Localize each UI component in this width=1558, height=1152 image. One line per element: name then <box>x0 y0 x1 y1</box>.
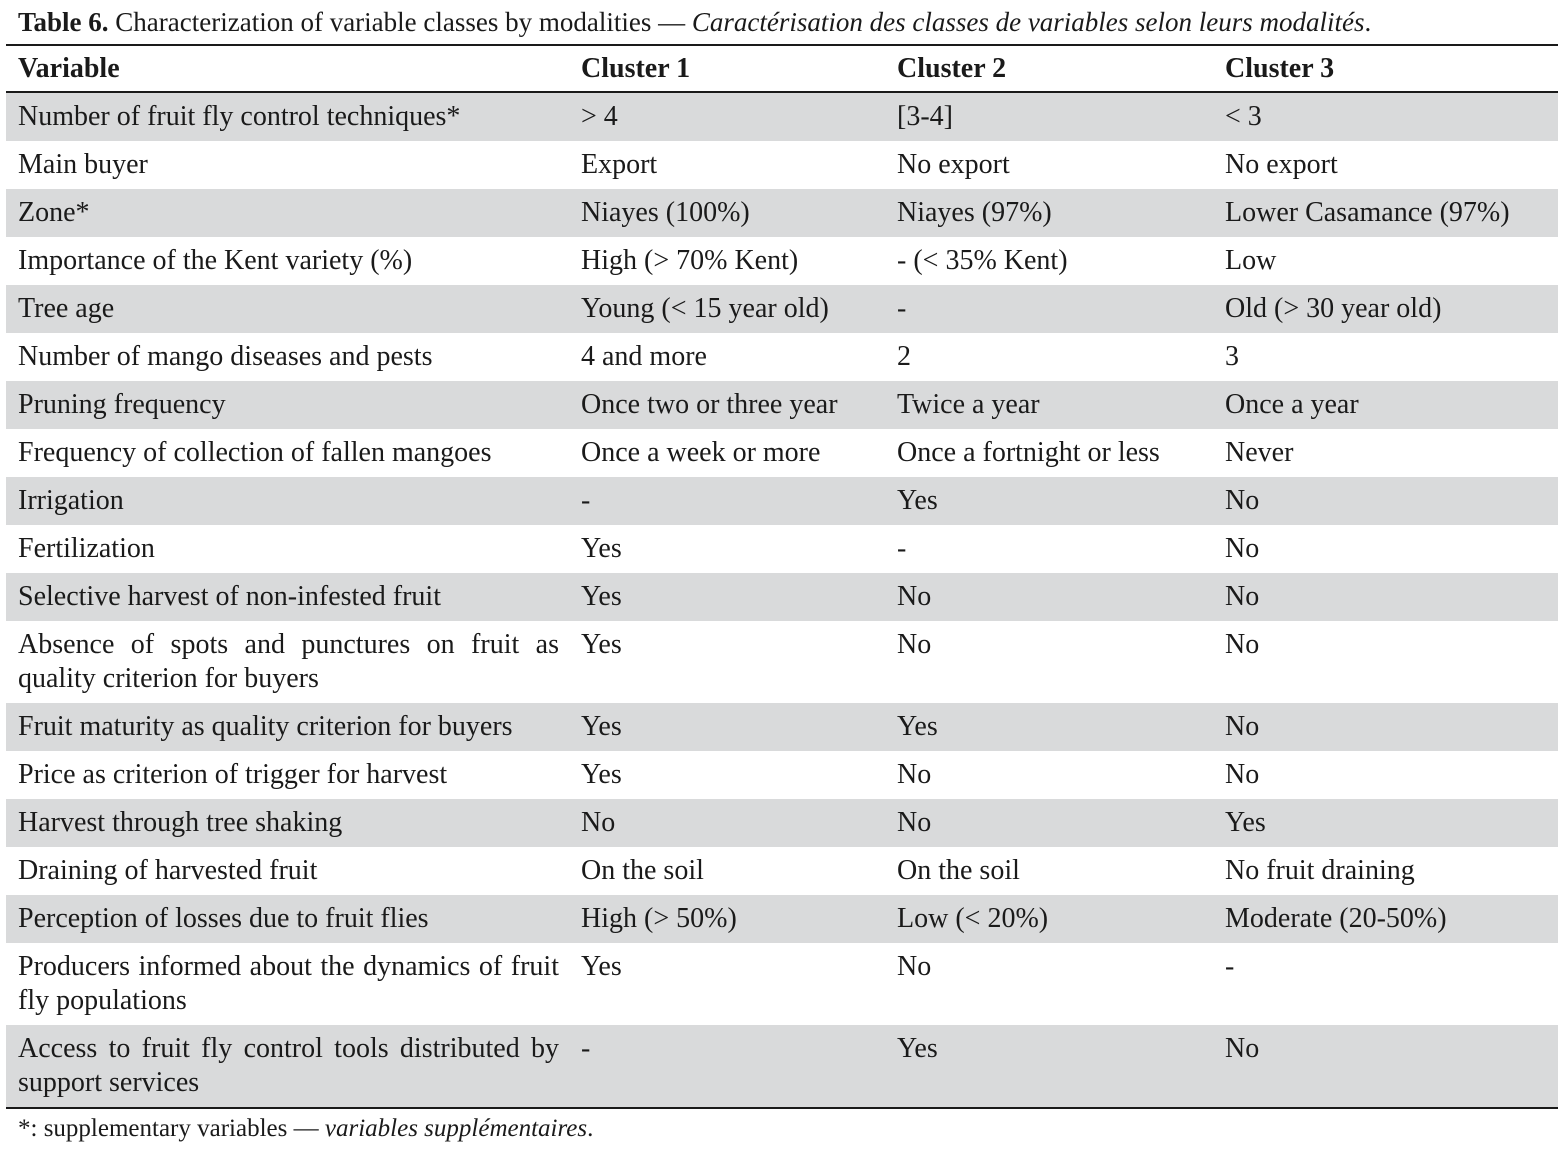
cluster-3-cell: No <box>1225 581 1260 612</box>
variable-cell: Selective harvest of non-infested fruit <box>18 581 441 612</box>
cluster-1-cell: Once two or three year <box>581 389 838 420</box>
cluster-1-cell: Export <box>581 149 658 180</box>
cluster-2-cell: Yes <box>897 1033 938 1064</box>
cluster-2-cell: No <box>897 951 932 982</box>
cluster-3-cell: No <box>1225 759 1260 790</box>
table-row <box>6 847 1558 895</box>
cluster-2-cell: Niayes (97%) <box>897 197 1052 228</box>
cluster-1-cell: Niayes (100%) <box>581 197 750 228</box>
variable-cell: Draining of harvested fruit <box>18 855 318 886</box>
variable-cell: Harvest through tree shaking <box>18 807 343 838</box>
table-row <box>6 799 1558 847</box>
table-row <box>6 333 1558 381</box>
variable-cell: Main buyer <box>18 149 148 180</box>
cluster-1-cell: On the soil <box>581 855 704 886</box>
cluster-1-cell: Yes <box>581 951 622 982</box>
variable-cell: Tree age <box>18 293 115 324</box>
caption-french: Caractérisation des classes de variables selon leurs modalités <box>691 7 1365 37</box>
cluster-1-cell: No <box>581 807 616 838</box>
cluster-2-cell: No <box>897 581 932 612</box>
cluster-2-cell: No <box>897 629 932 660</box>
cluster-3-cell: No export <box>1225 149 1338 180</box>
table-body <box>6 92 1558 1108</box>
table-caption <box>18 4 1371 40</box>
header-variable: Variable <box>18 52 120 84</box>
table-row <box>6 895 1558 943</box>
table-container <box>6 44 1558 1109</box>
cluster-3-cell: Lower Casamance (97%) <box>1225 197 1510 228</box>
cluster-1-cell: Yes <box>581 533 622 564</box>
cluster-3-cell: Once a year <box>1225 389 1359 420</box>
cluster-2-cell: Low (< 20%) <box>897 903 1049 934</box>
table-row <box>6 1025 1558 1108</box>
caption-end: . <box>1364 7 1372 37</box>
cluster-1-cell: Yes <box>581 759 622 790</box>
cluster-1-cell: Yes <box>581 581 622 612</box>
table-footnote <box>18 1112 593 1146</box>
table-header <box>6 45 1558 92</box>
cluster-2-cell: No <box>897 807 932 838</box>
footnote-end: . <box>587 1115 594 1142</box>
variable-cell: Zone* <box>18 197 90 228</box>
cluster-2-cell: - <box>897 293 907 324</box>
cluster-3-cell: < 3 <box>1225 101 1262 132</box>
variable-cell: Access to fruit fly control tools distributed by support services <box>18 1033 559 1098</box>
cluster-3-cell: Yes <box>1225 807 1266 838</box>
cluster-1-cell: High (> 70% Kent) <box>581 245 799 276</box>
header-cluster-1: Cluster 1 <box>581 52 691 84</box>
table-row <box>6 237 1558 285</box>
cluster-3-cell: No fruit draining <box>1225 855 1415 886</box>
variable-cell: Irrigation <box>18 485 124 516</box>
table-row <box>6 429 1558 477</box>
cluster-2-cell: [3-4] <box>897 101 953 132</box>
cluster-3-cell: Moderate (20-50%) <box>1225 903 1447 934</box>
cluster-1-cell: Young (< 15 year old) <box>581 293 829 324</box>
cluster-3-cell: No <box>1225 711 1260 742</box>
cluster-1-cell: 4 and more <box>581 341 707 372</box>
cluster-3-cell: Never <box>1225 437 1294 468</box>
cluster-3-cell: No <box>1225 629 1260 660</box>
cluster-1-cell: Yes <box>581 629 622 660</box>
cluster-1-cell: Once a week or more <box>581 437 821 468</box>
variable-cell: Producers informed about the dynamics of fruit fly populations <box>18 951 559 1016</box>
caption-label: Table 6. <box>18 7 109 37</box>
table-row <box>6 477 1558 525</box>
cluster-1-cell: > 4 <box>581 101 618 132</box>
variable-cell: Absence of spots and punctures on fruit as quality criterion for buyers <box>18 629 559 694</box>
cluster-2-cell: 2 <box>897 341 911 372</box>
cluster-table <box>6 44 1558 1109</box>
cluster-3-cell: Old (> 30 year old) <box>1225 293 1442 324</box>
table-row <box>6 381 1558 429</box>
cluster-2-cell: No export <box>897 149 1010 180</box>
cluster-2-cell: Yes <box>897 711 938 742</box>
table-row <box>6 141 1558 189</box>
variable-cell: Fruit maturity as quality criterion for buyers <box>18 711 513 742</box>
table-row <box>6 943 1558 1025</box>
footnote-french: variables supplémentaires <box>324 1115 588 1142</box>
table-row <box>6 573 1558 621</box>
cluster-2-cell: - (< 35% Kent) <box>897 245 1068 276</box>
table-row <box>6 621 1558 703</box>
table-row <box>6 285 1558 333</box>
cluster-3-cell: 3 <box>1225 341 1239 372</box>
variable-cell: Importance of the Kent variety (%) <box>18 245 413 276</box>
cluster-2-cell: Yes <box>897 485 938 516</box>
cluster-2-cell: Twice a year <box>897 389 1040 420</box>
cluster-1-cell: Yes <box>581 711 622 742</box>
variable-cell: Price as criterion of trigger for harvest <box>18 759 448 790</box>
cluster-2-cell: On the soil <box>897 855 1020 886</box>
variable-cell: Number of fruit fly control techniques* <box>18 101 461 132</box>
table-row <box>6 751 1558 799</box>
cluster-2-cell: No <box>897 759 932 790</box>
variable-cell: Number of mango diseases and pests <box>18 341 433 372</box>
variable-cell: Pruning frequency <box>18 389 226 420</box>
variable-cell: Fertilization <box>18 533 155 564</box>
header-cluster-3: Cluster 3 <box>1225 52 1335 84</box>
variable-cell: Frequency of collection of fallen mangoes <box>18 437 492 468</box>
cluster-1-cell: - <box>581 485 591 516</box>
table-row <box>6 703 1558 751</box>
header-cluster-2: Cluster 2 <box>897 52 1007 84</box>
cluster-3-cell: No <box>1225 1033 1260 1064</box>
table-row <box>6 189 1558 237</box>
variable-cell: Perception of losses due to fruit flies <box>18 903 429 934</box>
table-row <box>6 92 1558 141</box>
cluster-3-cell: No <box>1225 485 1260 516</box>
cluster-1-cell: High (> 50%) <box>581 903 737 934</box>
caption-text: Characterization of variable classes by modalities — <box>108 7 692 37</box>
cluster-3-cell: Low <box>1225 245 1277 276</box>
cluster-2-cell: Once a fortnight or less <box>897 437 1160 468</box>
cluster-2-cell: - <box>897 533 907 564</box>
footnote-text: *: supplementary variables — <box>18 1115 325 1142</box>
cluster-3-cell: - <box>1225 951 1235 982</box>
cluster-1-cell: - <box>581 1033 591 1064</box>
cluster-3-cell: No <box>1225 533 1260 564</box>
table-row <box>6 525 1558 573</box>
header-row <box>6 45 1558 92</box>
